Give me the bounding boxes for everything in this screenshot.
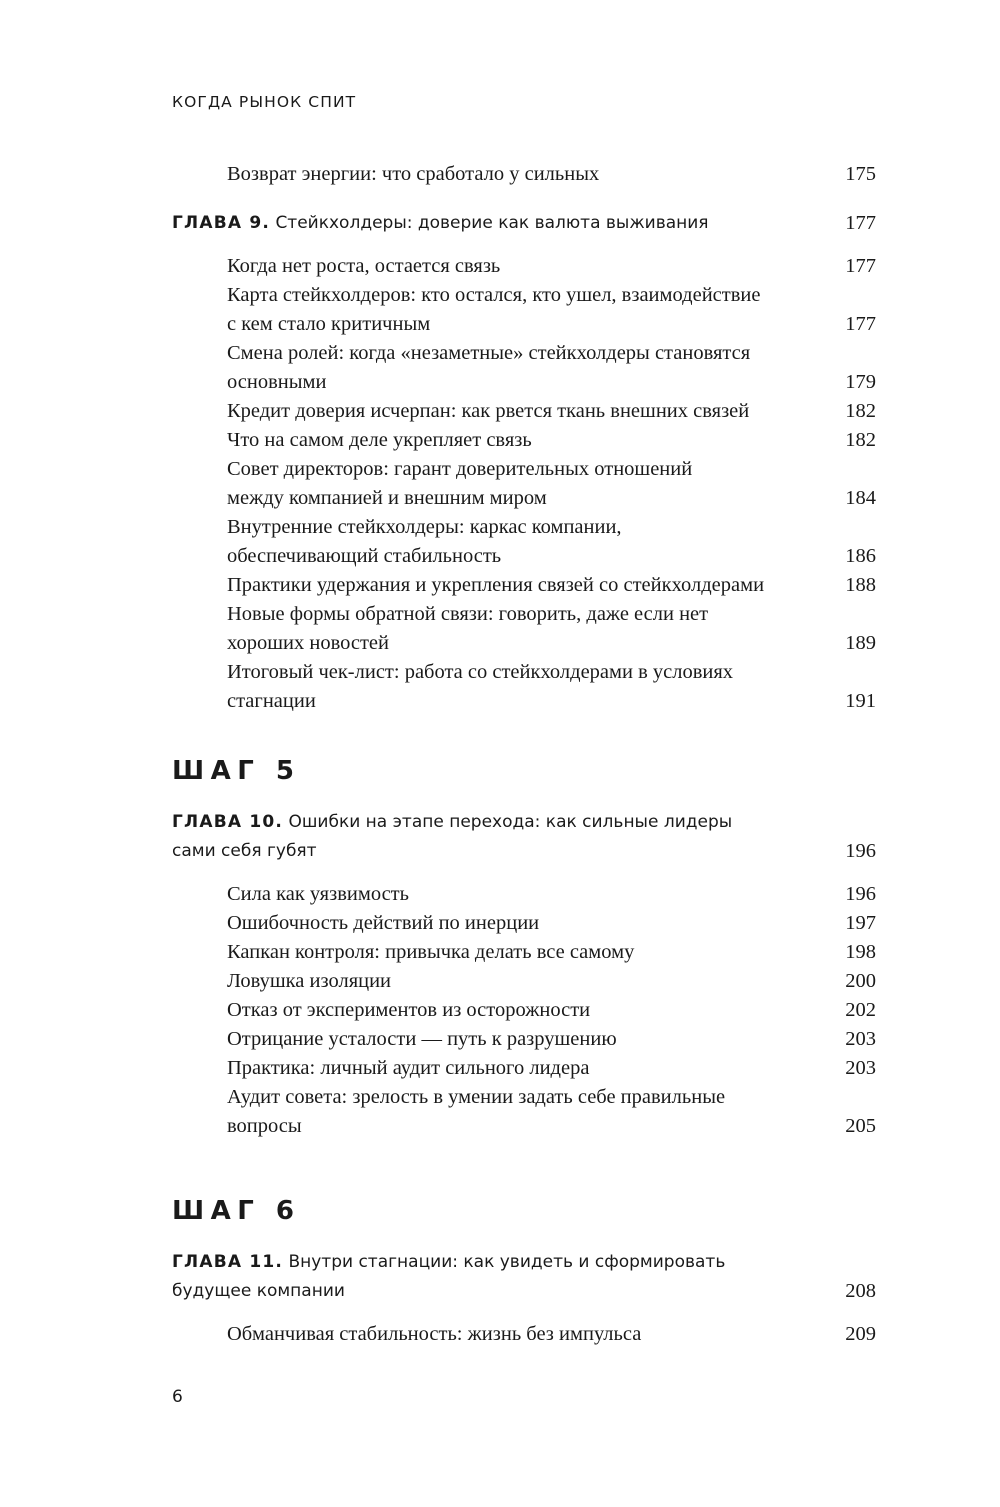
toc-entry-title: Возврат энергии: что сработало у сильных [227,163,600,185]
toc-page-number: 175 [845,163,876,185]
toc-entry-title: Отказ от экспериментов из осторожности [227,999,591,1021]
toc-entry-title: Ошибочность действий по инерции [227,912,540,934]
toc-entry-title: Карта стейкхолдеров: кто остался, кто ушел, взаимодействие [227,284,761,306]
toc-entry-title: Новые формы обратной связи: говорить, даже если нет [227,603,709,625]
chapter-title-cont: будущее компании [172,1281,345,1301]
toc-entry-title: Обманчивая стабильность: жизнь без импульса [227,1323,642,1345]
toc-entry-title-cont: с кем стало критичным [227,313,431,335]
toc-entry-title-cont: вопросы [227,1115,302,1137]
toc-page-number: 177 [845,212,876,234]
toc-entry-title-cont: хороших новостей [227,632,389,654]
step-heading-6: ШАГ 6 [172,1196,301,1226]
toc-entry-title-cont: между компанией и внешним миром [227,487,547,509]
toc-page-number: 202 [845,999,876,1021]
toc-entry-title: Совет директоров: гарант доверительных отношений [227,458,693,480]
chapter-label: ГЛАВА 9. [172,213,271,233]
toc-entry-title: Отрицание усталости — путь к разрушению [227,1028,617,1050]
toc-page-number: 196 [845,883,876,905]
toc-entry-title-cont: обеспечивающий стабильность [227,545,502,567]
toc-page-number: 197 [845,912,876,934]
toc-page-number: 208 [845,1280,876,1302]
toc-page-number: 203 [845,1028,876,1050]
toc-page-number: 205 [845,1115,876,1137]
toc-page-number: 184 [845,487,876,509]
toc-entry-title: Когда нет роста, остается связь [227,255,501,277]
chapter-title: Внутри стагнации: как увидеть и сформировать [288,1252,726,1272]
toc-entry-title: Ловушка изоляции [227,970,392,992]
toc-page-number: 189 [845,632,876,654]
toc-page-number: 177 [845,313,876,335]
chapter-label: ГЛАВА 10. [172,812,284,832]
toc-entry-title: Что на самом деле укрепляет связь [227,429,532,451]
toc-page-number: 188 [845,574,876,596]
step-heading-5: ШАГ 5 [172,756,301,786]
toc-entry-title: Кредит доверия исчерпан: как рвется ткань внешних связей [227,400,750,422]
chapter-title: Стейкхолдеры: доверие как валюта выживания [275,213,709,233]
toc-entry-title: Практика: личный аудит сильного лидера [227,1057,590,1079]
toc-entry-title: Итоговый чек-лист: работа со стейкхолдерами в условиях [227,661,734,683]
toc-entry-title: Капкан контроля: привычка делать все самому [227,941,635,963]
toc-entry-title: Практики удержания и укрепления связей со стейкхолдерами [227,574,765,596]
toc-entry-title: Сила как уязвимость [227,883,409,905]
toc-page-number: 191 [845,690,876,712]
toc-entry-title: Аудит совета: зрелость в умении задать себе правильные [227,1086,726,1108]
page-number: 6 [172,1387,183,1407]
toc-page-number: 203 [845,1057,876,1079]
toc-page-number: 177 [845,255,876,277]
toc-page-number: 200 [845,970,876,992]
toc-entry-title-cont: стагнации [227,690,316,712]
toc-page-number: 186 [845,545,876,567]
chapter-title: Ошибки на этапе перехода: как сильные лидеры [288,812,733,832]
toc-entry-title: Смена ролей: когда «незаметные» стейкхолдеры становятся [227,342,751,364]
chapter-label: ГЛАВА 11. [172,1252,284,1272]
toc-page-number: 196 [845,840,876,862]
chapter-title-cont: сами себя губят [172,841,317,861]
toc-page-number: 182 [845,429,876,451]
toc-page-number: 198 [845,941,876,963]
toc-page-number: 182 [845,400,876,422]
toc-page-number: 209 [845,1323,876,1345]
toc-entry-title: Внутренние стейкхолдеры: каркас компании, [227,516,622,538]
toc-page-number: 179 [845,371,876,393]
running-head: КОГДА РЫНОК СПИТ [172,93,357,111]
toc-entry-title-cont: основными [227,371,327,393]
